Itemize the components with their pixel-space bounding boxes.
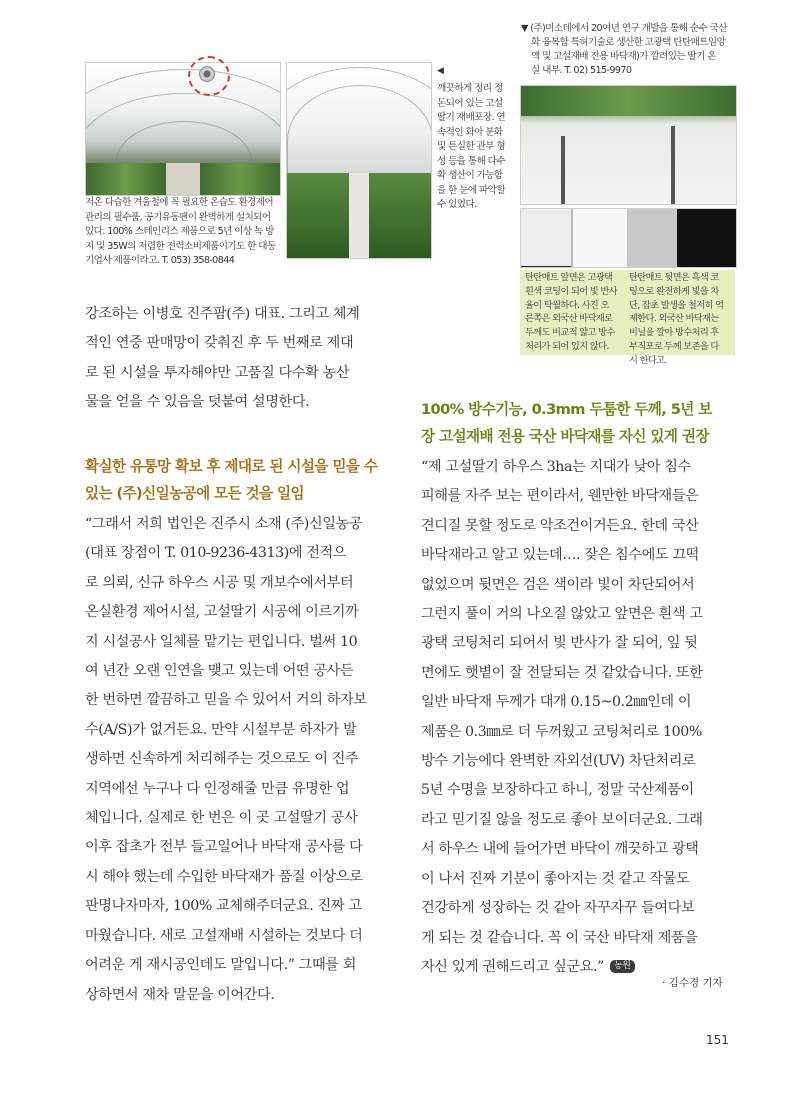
left-intro-paragraph: 강조하는 이병호 진주팜(주) 대표. 그리고 체계 적인 연중 판매망이 갖춰진 후 두 번째로 제대 로 된 시설을 투자해야만 고품질 다수확 농산 물을 얻을 수 있음을 덧붙여 설명한다.: [85, 306, 360, 411]
left-section-heading: 확실한 유통망 확보 후 제대로 된 시설을 믿을 수 있는 (주)신일농공에 모든 것을 일임: [85, 458, 378, 502]
caption-mat-front: 탄탄매트 앞면은 고광택 흰색 코팅이 되어 빛 반사 율이 탁월하다. 사진 오 른쪽은 외국산 바닥재로 두께도 비교적 얇고 방수 처리가 되어 있지 않다.: [525, 272, 618, 352]
right-body-paragraph: “제 고설딸기 하우스 3ha는 지대가 낮아 침수 피해를 자주 보는 편이라서, 웬만한 바닥재들은 견디질 못할 정도로 악조건이거든요. 한데 국산 바닥재라고 알고 있는데…. 잦은 침수에도 끄떡 없었으며 뒷면은 검은 색이라 빛이 차단되어서 그런지 풀이 거의 나오질 않았고 앞면은 흰색 고 광택 코팅처리 되어서 빛 반사가 잘 되어, 잎 뒷 면에도 햇볕이 잘 전달되는 것 같았습니다. 또한 일반 바닥재 두께가 대개 0.15~0.2㎜인데 이 제품은 0.3㎜로 더 두꺼웠고 코팅처리로 100% 방수 기능에다 완벽한 자외선(UV) 차단처리로 5년 수명을 보장하다고 하니, 정말 국산제품이 라고 믿기질 않을 정도로 좋아 보이더군요. 그래 서 하우스 내에 들어가면 바닥이 깨끗하고 광택 이 나서 진짜 기분이 좋아지는 것 같고 작물도 건강하게 성장하는 것 같아 자꾸자꾸 들여다보 게 되는 것 같습니다. 꼭 이 국산 바닥재 제품을 자신 있게 권해드리고 싶군요.” 농원: [421, 459, 703, 975]
photo-mat-samples: [520, 208, 737, 268]
page-number: 151: [706, 1033, 729, 1047]
right-section-heading: 100% 방수기능, 0.3mm 두툼한 두께, 5년 보 장 고설재배 전용 국산 바닥재를 자신 있게 권장: [421, 401, 712, 445]
caption-photo3: ▼ (주)미소테에서 20여년 연구 개발을 통해 순수 국산 화 융복합 특허기술로 생산한 고광택 탄탄매트임앙 액 및 고설재배 전용 바닥재)가 깔려있는 딸기 온 실 내부. T. 02) 515-9970: [521, 23, 727, 76]
photo-white-floor-mat: [520, 85, 737, 205]
photo-greenhouse-fan: [85, 62, 281, 196]
left-arrow-icon: ◀: [437, 66, 444, 76]
end-mark-badge: 농원: [610, 960, 635, 973]
closing-sentence: 자신 있게 권해드리고 싶군요.”: [421, 958, 604, 975]
left-body-paragraph: “그래서 저희 법인은 진주시 소재 (주)신일농공 (대표 장점이 T. 010-9236-4313)에 전적으 로 의뢰, 신규 하우스 시공 및 개보수에서부터 온실환경 제어시설, 고설딸기 시공에 이르기까 지 시설공사 일체를 맡기는 편입니다. 벌써 10 여 년간 오랜 인연을 맺고 있는데 어떤 공사든 한 번하면 깔끔하고 믿을 수 있어서 거의 하자보 수(A/S)가 없거든요. 만약 시설부분 하자가 발 생하면 신속하게 처리해주는 것으로도 이 진주 지역에선 누구나 다 인정해줄 만큼 유명한 업 체입니다. 실제로 한 번은 이 곳 고설딸기 공사 이후 잡초가 전부 들고일어나 바닥재 공사를 다 시 해야 했는데 수입한 바닥재가 품질 이상으로 판명나자마자, 100% 교체해주더군요. 진짜 고 마웠습니다. 새로 고설재배 시설하는 것보다 더 어려운 게 재시공인데도 말입니다.” 그때를 회 상하면서 재차 말문을 이어간다.: [85, 516, 367, 1003]
caption-mat-back: 탄탄매트 뒷면은 흑색 코 팅으로 완전하게 빛을 차 단, 잡초 발생을 철저히 억 제한다. 외국산 바닥재는 비닐을 깔아 방수처리 후 부직포로 두께 보존을 다 시 한다고.: [629, 272, 724, 366]
caption-photo2: 깨끗하게 정리 정 돈되어 있는 고설 딸기 재배포장. 연 속적인 화아 분화 및 튼실한 관부 형 성 등을 통해 다수 확 생산이 가능함 을 한 눈에 파악할 수 있었다.: [437, 83, 506, 210]
byline: · 김수경 기자: [662, 977, 723, 989]
fan-icon: [199, 66, 215, 82]
photo-strawberry-beds: [286, 62, 432, 259]
caption-photo1: 저온 다습한 겨울철에 꼭 필요한 온습도 환경제어 관리의 필수품, 공기유동팬이 완벽하게 설치되어 있다. 100% 스테인리스 제품으로 5년 이상 녹 방 지 및 35W의 저렴한 전력소비제품이기도 한 대동 기업사 제품이라고. T. 053) 358-0844: [85, 197, 276, 266]
